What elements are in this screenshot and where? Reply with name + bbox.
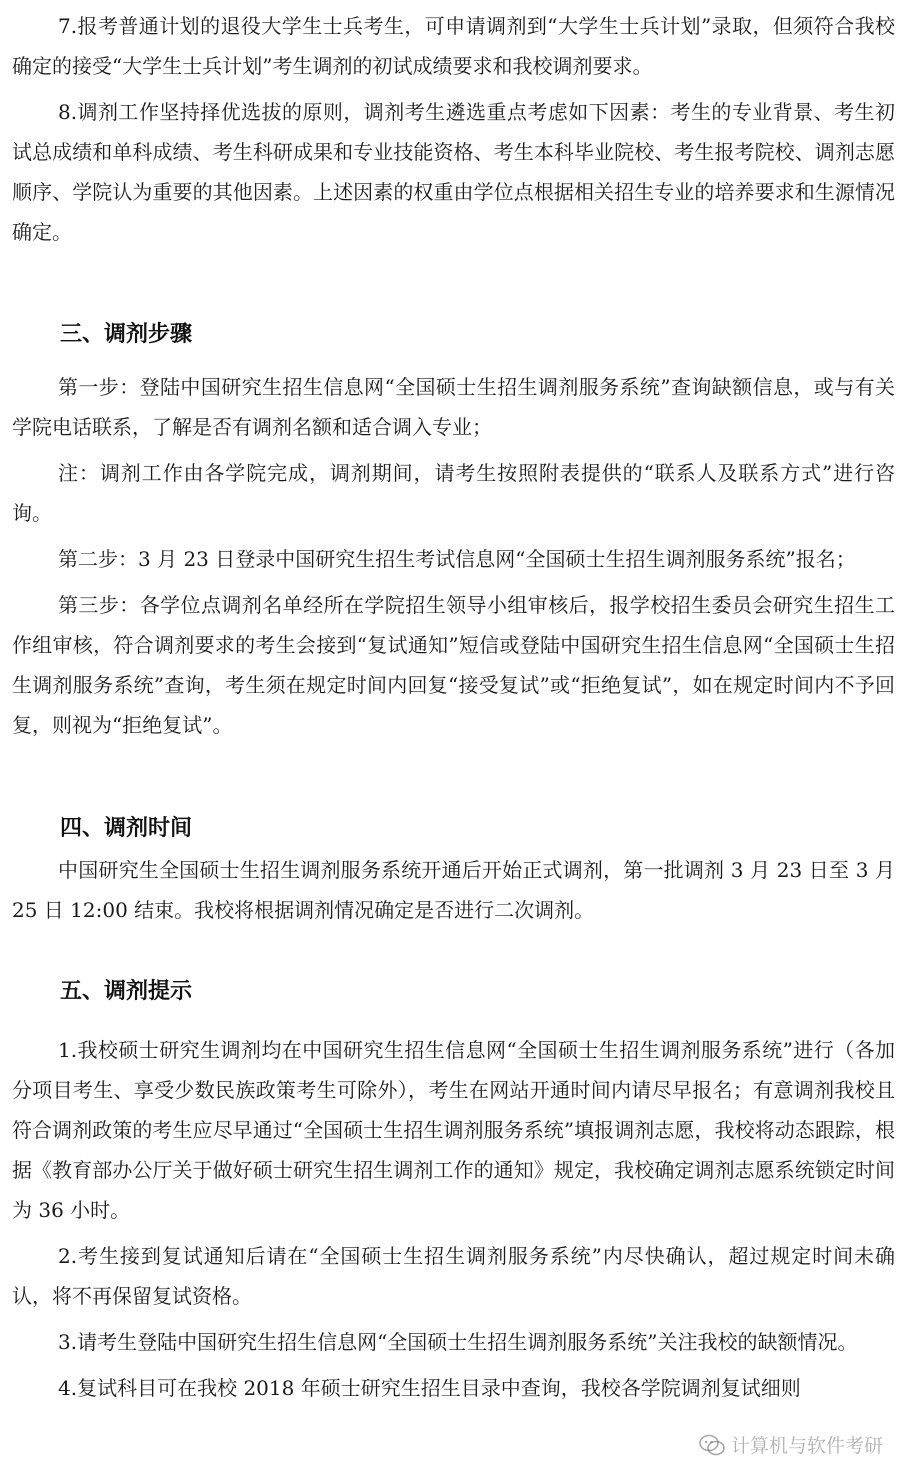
- block-section-3: [12, 320, 895, 745]
- block-section-5: [12, 977, 895, 1408]
- block-rules: [12, 6, 895, 252]
- watermark: [699, 1431, 883, 1458]
- step-3: 第三步：各学位点调剂名单经所在学院招生领导小组审核后，报学校招生委员会研究生招生工作组审核，符合调剂要求的考生会接到“复试通知”短信或登陆中国研究生招生信息网“全国硕士生招生调剂服务系统”查询，考生须在规定时间内回复“接受复试”或“拒绝复试”，如在规定时间内不予回复，则视为“拒绝复试”。: [12, 593, 895, 737]
- wechat-icon: [699, 1434, 725, 1456]
- tip-2: 2.考生接到复试通知后请在“全国硕士生招生调剂服务系统”内尽快确认，超过规定时间未确认，将不再保留复试资格。: [12, 1244, 895, 1308]
- section-heading-steps: 三、调剂步骤: [60, 322, 193, 347]
- block-section-4: [12, 814, 895, 930]
- tip-4: 4.复试科目可在我校 2018 年硕士研究生招生目录中查询，我校各学院调剂复试细则: [58, 1376, 801, 1400]
- time-text: 中国研究生全国硕士生招生调剂服务系统开通后开始正式调剂，第一批调剂 3 月 23 日至 3 月 25 日 12:00 结束。我校将根据调剂情况确定是否进行二次调剂。: [12, 858, 895, 922]
- step-note: 注：调剂工作由各学院完成，调剂期间，请考生按照附表提供的“联系人及联系方式”进行咨询。: [12, 461, 895, 525]
- step-1: 第一步：登陆中国研究生招生信息网“全国硕士生招生调剂服务系统”查询缺额信息，或与有关学院电话联系，了解是否有调剂名额和适合调入专业；: [12, 375, 895, 439]
- section-heading-tips: 五、调剂提示: [60, 979, 193, 1004]
- tip-1: 1.我校硕士研究生调剂均在中国研究生招生信息网“全国硕士生招生调剂服务系统”进行（各加分项目考生、享受少数民族政策考生可除外），考生在网站开通时间内请尽早报名；有意调剂我校且符合调剂政策的考生应尽早通过“全国硕士生招生调剂服务系统”填报调剂志愿，我校将动态跟踪，根据《教育部办公厅关于做好硕士研究生招生调剂工作的通知》规定，我校确定调剂志愿系统锁定时间为 36 小时。: [12, 1038, 895, 1222]
- watermark-text: 计算机与软件考研: [730, 1435, 883, 1457]
- rule-8: 8.调剂工作坚持择优选拔的原则，调剂考生遴选重点考虑如下因素：考生的专业背景、考生初试总成绩和单科成绩、考生科研成果和专业技能资格、考生本科毕业院校、考生报考院校、调剂志愿顺序、学院认为重要的其他因素。上述因素的权重由学位点根据相关招生专业的培养要求和生源情况确定。: [12, 100, 895, 244]
- step-2: 第二步：3 月 23 日登录中国研究生招生考试信息网“全国硕士生招生调剂服务系统”报名；: [58, 547, 856, 571]
- tip-3: 3.请考生登陆中国研究生招生信息网“全国硕士生招生调剂服务系统”关注我校的缺额情况。: [58, 1330, 858, 1354]
- rule-7: 7.报考普通计划的退役大学生士兵考生，可申请调剂到“大学生士兵计划”录取，但须符合我校确定的接受“大学生士兵计划”考生调剂的初试成绩要求和我校调剂要求。: [12, 14, 895, 78]
- section-heading-time: 四、调剂时间: [60, 816, 193, 841]
